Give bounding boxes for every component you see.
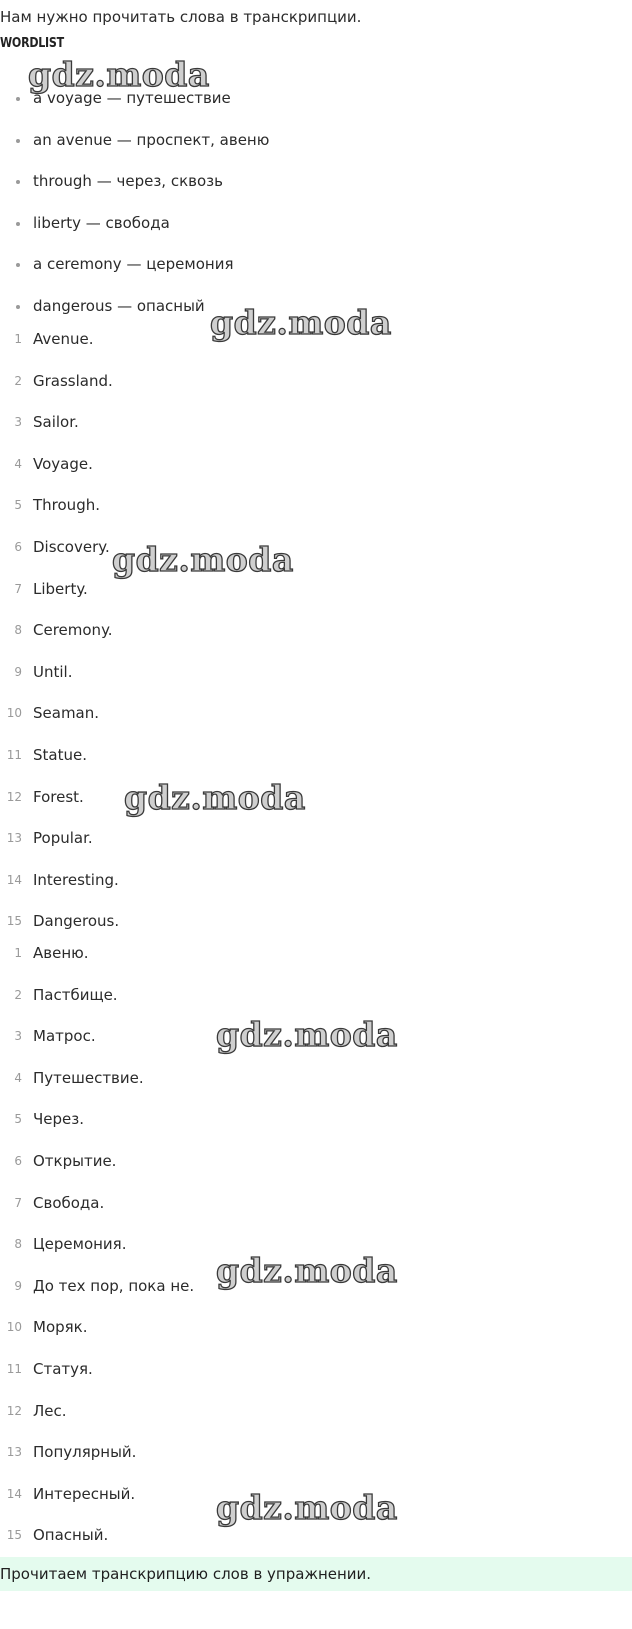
item-number: 13 — [6, 1445, 22, 1460]
wordlist-item — [0, 168, 269, 210]
russian-word-text: Моряк. — [33, 1318, 88, 1337]
watermark-logo: gdz.moda — [216, 1251, 398, 1290]
english-word-item — [0, 659, 119, 701]
english-word-item — [0, 867, 119, 909]
wordlist-heading: WORDLIST — [0, 36, 64, 51]
wordlist-item — [0, 251, 269, 293]
item-number: 8 — [14, 1237, 22, 1252]
item-number: 9 — [14, 664, 22, 679]
english-word-item — [0, 700, 119, 742]
russian-word-text: Открытие. — [33, 1151, 117, 1170]
item-number: 7 — [14, 581, 22, 596]
russian-word-text: Путешествие. — [33, 1068, 144, 1087]
russian-word-item — [0, 1314, 194, 1356]
english-word-text: Ceremony. — [33, 621, 113, 640]
watermark-logo: gdz.moda — [210, 303, 392, 342]
russian-word-text: Пастбище. — [33, 985, 118, 1004]
english-word-item — [0, 409, 119, 451]
bullet-icon — [16, 97, 20, 101]
english-word-list — [0, 326, 119, 950]
russian-word-text: Интересный. — [33, 1484, 136, 1503]
highlight-note-text: Прочитаем транскрипцию слов в упражнении. — [0, 1565, 372, 1583]
bullet-icon — [16, 139, 20, 143]
russian-word-item — [0, 1023, 194, 1065]
russian-word-item — [0, 1439, 194, 1481]
wordlist-item — [0, 210, 269, 252]
english-word-item — [0, 534, 119, 576]
item-number: 8 — [14, 623, 22, 638]
english-word-item — [0, 451, 119, 493]
watermark-logo: gdz.moda — [124, 778, 306, 817]
russian-word-item — [0, 1065, 194, 1107]
wordlist — [0, 85, 269, 335]
item-number: 5 — [14, 1112, 22, 1127]
english-word-item — [0, 784, 119, 826]
russian-word-text: Статуя. — [33, 1359, 93, 1378]
item-number: 10 — [6, 1320, 22, 1335]
russian-word-item — [0, 1148, 194, 1190]
english-word-text: Seaman. — [33, 704, 100, 723]
intro-text: Нам нужно прочитать слова в транскрипции. — [0, 8, 362, 26]
russian-word-item — [0, 982, 194, 1024]
russian-word-item — [0, 1481, 194, 1523]
item-number: 14 — [6, 872, 22, 887]
russian-word-item — [0, 1356, 194, 1398]
watermark-logo: gdz.moda — [112, 540, 294, 579]
wordlist-item-text: dangerous — опасный — [33, 296, 205, 315]
english-word-item — [0, 492, 119, 534]
russian-word-text: Через. — [33, 1110, 85, 1129]
english-word-text: Voyage. — [33, 454, 93, 473]
russian-word-list — [0, 940, 194, 1564]
highlight-note-box — [0, 1557, 632, 1591]
russian-word-item — [0, 1398, 194, 1440]
english-word-text: Forest. — [33, 787, 84, 806]
item-number: 3 — [14, 415, 22, 430]
wordlist-item — [0, 127, 269, 169]
wordlist-item — [0, 85, 269, 127]
item-number: 11 — [6, 1361, 22, 1376]
item-number: 11 — [6, 747, 22, 762]
item-number: 15 — [6, 914, 22, 929]
item-number: 3 — [14, 1029, 22, 1044]
item-number: 5 — [14, 498, 22, 513]
item-number: 2 — [14, 987, 22, 1002]
russian-word-text: Популярный. — [33, 1443, 137, 1462]
russian-word-text: Опасный. — [33, 1526, 109, 1545]
item-number: 12 — [6, 789, 22, 804]
russian-word-item — [0, 940, 194, 982]
russian-word-item — [0, 1190, 194, 1232]
russian-word-text: Свобода. — [33, 1193, 105, 1212]
wordlist-item-text: an avenue — проспект, авеню — [33, 130, 270, 149]
item-number: 12 — [6, 1403, 22, 1418]
english-word-text: Liberty. — [33, 579, 88, 598]
english-word-text: Statue. — [33, 745, 87, 764]
russian-word-item — [0, 1106, 194, 1148]
bullet-icon — [16, 180, 20, 184]
item-number: 1 — [14, 946, 22, 960]
russian-word-text: Лес. — [33, 1401, 67, 1420]
english-word-item — [0, 326, 119, 368]
item-number: 6 — [14, 539, 22, 554]
wordlist-item-text: a ceremony — церемония — [33, 255, 234, 274]
wordlist-item-text: through — через, сквозь — [33, 172, 223, 191]
item-number: 2 — [14, 373, 22, 388]
english-word-item — [0, 617, 119, 659]
item-number: 15 — [6, 1528, 22, 1543]
russian-word-item — [0, 1273, 194, 1315]
english-word-text: Avenue. — [33, 330, 94, 348]
english-word-text: Dangerous. — [33, 912, 120, 931]
item-number: 10 — [6, 706, 22, 721]
item-number: 6 — [14, 1153, 22, 1168]
russian-word-text: Церемония. — [33, 1235, 127, 1254]
english-word-text: Until. — [33, 662, 73, 681]
bullet-icon — [16, 305, 20, 309]
english-word-text: Grassland. — [33, 371, 113, 390]
watermark-logo: gdz.moda — [216, 1015, 398, 1054]
english-word-text: Through. — [33, 496, 100, 515]
russian-word-text: Матрос. — [33, 1027, 96, 1046]
english-word-text: Interesting. — [33, 870, 119, 889]
english-word-item — [0, 576, 119, 618]
item-number: 4 — [14, 1070, 22, 1085]
wordlist-item-text: liberty — свобода — [33, 213, 170, 232]
item-number: 1 — [14, 332, 22, 346]
english-word-item — [0, 368, 119, 410]
english-word-text: Discovery. — [33, 537, 110, 556]
watermark-logo: gdz.moda — [28, 55, 210, 94]
item-number: 13 — [6, 831, 22, 846]
english-word-text: Sailor. — [33, 413, 79, 432]
item-number: 4 — [14, 456, 22, 471]
wordlist-item-text: a voyage — путешествие — [33, 89, 231, 107]
bullet-icon — [16, 263, 20, 267]
russian-word-text: До тех пор, пока не. — [33, 1276, 195, 1295]
item-number: 9 — [14, 1278, 22, 1293]
russian-word-text: Авеню. — [33, 944, 89, 962]
watermark-logo: gdz.moda — [216, 1488, 398, 1527]
english-word-text: Popular. — [33, 829, 93, 848]
bullet-icon — [16, 222, 20, 226]
item-number: 14 — [6, 1486, 22, 1501]
english-word-item — [0, 825, 119, 867]
english-word-item — [0, 742, 119, 784]
item-number: 7 — [14, 1195, 22, 1210]
russian-word-item — [0, 1231, 194, 1273]
